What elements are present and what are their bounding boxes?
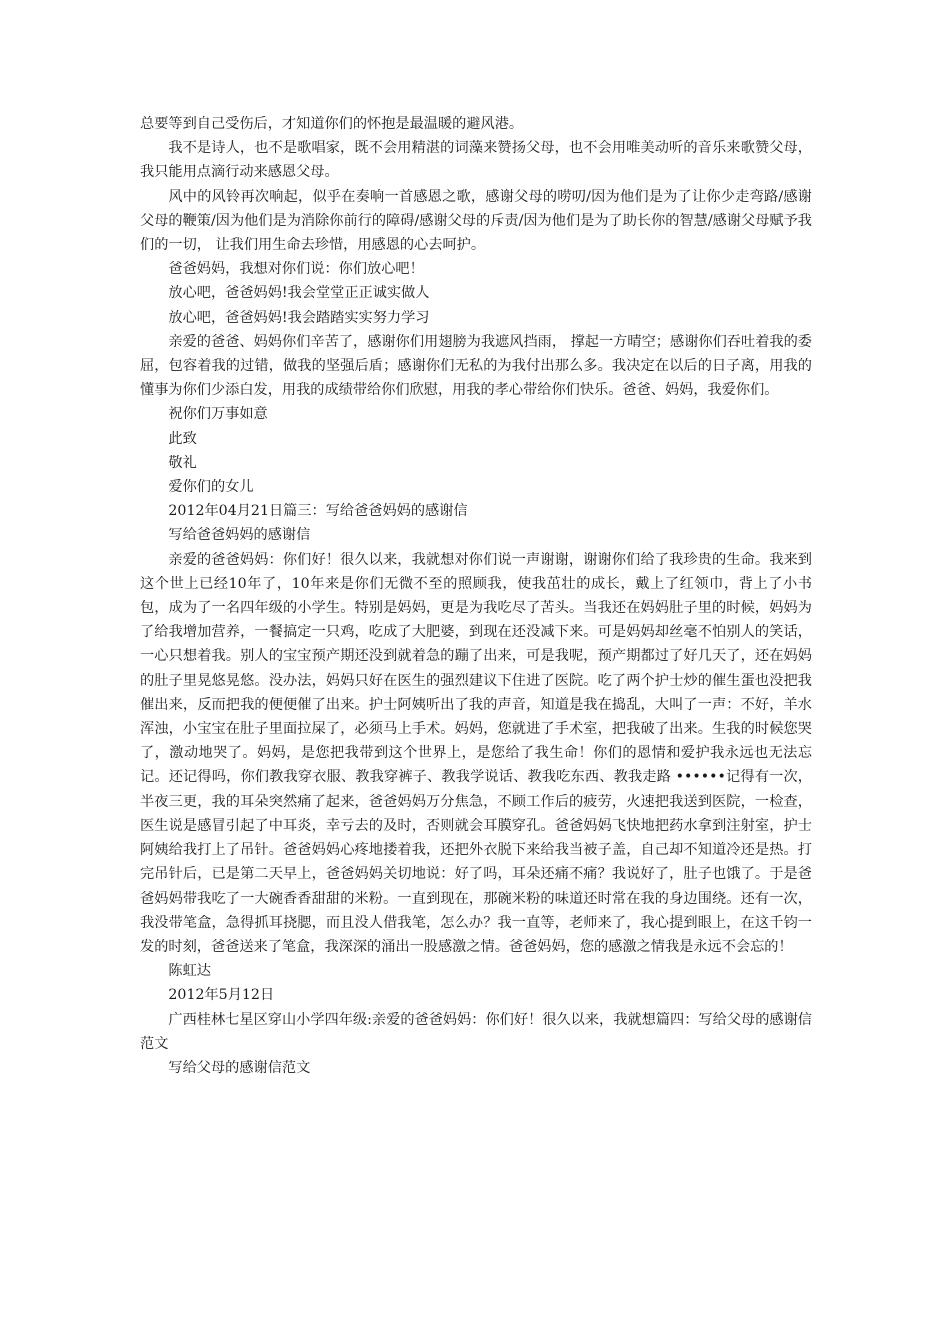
signature: 陈虹达 (168, 963, 211, 980)
closing-wish: 祝你们万事如意 (168, 406, 268, 423)
letter-title: 写给父母的感谢信范文 (168, 1059, 311, 1076)
section-heading: 广西桂林七星区穿山小学四年级:亲爱的爸爸妈妈：你们好！很久以来，我就想篇四：写给父母的感谢信范文 (140, 1011, 812, 1052)
paragraph: 我不是诗人，也不是歌唱家，既不会用精湛的词藻来赞扬父母，也不会用唯美动听的音乐来歌赞父母，我只能用点滴行动来感恩父母。 (140, 140, 812, 181)
closing-salutation: 敬礼 (168, 454, 197, 471)
paragraph: 总要等到自己受伤后，才知道你们的怀抱是最温暖的避风港。 (140, 116, 524, 132)
paragraph: 放心吧，爸爸妈妈!我会踏踏实实努力学习 (168, 309, 430, 326)
letter-title: 写给爸爸妈妈的感谢信 (168, 527, 311, 544)
section-heading: 2012年04月21日篇三：写给爸爸妈妈的感谢信 (168, 503, 468, 520)
paragraph: 爸爸妈妈，我想对你们说：你们放心吧！ (168, 261, 424, 278)
paragraph: 放心吧，爸爸妈妈!我会堂堂正正诚实做人 (168, 285, 430, 302)
date: 2012年5月12日 (168, 987, 275, 1004)
paragraph: 亲爱的爸爸、妈妈你们辛苦了，感谢你们用翅膀为我遮风挡雨， 撑起一方晴空；感谢你们吞吐着我的委屈，包容着我的过错，做我的坚强后盾；感谢你们无私的为我付出那么多。我决定在以后的日子离，用我的懂事为你们少添白发，用我的成绩带给你们欣慰，用我的孝心带给你们快乐。爸爸、妈妈，我爱你们。 (140, 333, 812, 399)
paragraph: 亲爱的爸爸妈妈：你们好！很久以来，我就想对你们说一声谢谢，谢谢你们给了我珍贵的生命。我来到这个世上已经10年了，10年来是你们无微不至的照顾我，使我茁壮的成长，戴上了红领巾，背上了小书包，成为了一名四年级的小学生。特别是妈妈，更是为我吃尽了苦头。当我还在妈妈肚子里的时候，妈妈为了给我增加营养，一餐搞定一只鸡，吃成了大肥婆，到现在还没减下来。可是妈妈却丝毫不怕别人的笑话，一心只想着我。别人的宝宝预产期还没到就着急的蹦了出来，可是我呢，预产期都过了好几天了，还在妈妈的肚子里晃悠晃悠。没办法，妈妈只好在医生的强烈建议下住进了医院。吃了两个护士炒的催生蛋也没把我催出来，反而把我的便便催了出来。护士阿姨听出了我的声音，知道是我在捣乱，大叫了一声：不好，羊水浑浊，小宝宝在肚子里面拉屎了，必须马上手术。妈妈，您就进了手术室，把我破了出来。生我的时候您哭了，激动地哭了。妈妈，是您把我带到这个世界上，是您给了我生命！你们的恩情和爱护我永远也无法忘记。还记得吗，你们教我穿衣服、教我穿裤子、教我学说话、教我吃东西、教我走路 ••••••记得有一次，半夜三更，我的耳朵突然痛了起来，爸爸妈妈万分焦急，不顾工作后的疲劳，火速把我送到医院，一检查，医生说是感冒引起了中耳炎，幸亏去的及时，否则就会耳膜穿孔。爸爸妈妈飞快地把药水拿到注射室，护士阿姨给我打上了吊针。爸爸妈妈心疼地搂着我，还把外衣脱下来给我当被子盖，自己却不知道冷还是热。打完吊针后，已是第二天早上，爸爸妈妈关切地说：好了吗，耳朵还痛不痛？我说好了，肚子也饿了。于是爸爸妈妈带我吃了一大碗香香甜甜的米粉。一直到现在，那碗米粉的味道还时常在我的身边围绕。还有一次，我没带笔盒，急得抓耳挠腮，而且没人借我笔，怎么办？我一直等，老师来了，我心提到眼上，在这千钧一发的时刻，爸爸送来了笔盒，我深深的涌出一股感激之情。爸爸妈妈，您的感激之情我是永远不会忘的！ (140, 551, 812, 955)
signature: 爱你们的女儿 (168, 479, 254, 496)
document-body (140, 112, 812, 1080)
paragraph: 风中的风铃再次响起，似乎在奏响一首感恩之歌，感谢父母的唠叨/因为他们是为了让你少走弯路/感谢父母的鞭策/因为他们是为消除你前行的障碍/感谢父母的斥责/因为他们是为了助长你的智慧/感谢父母赋予我们的一切， 让我们用生命去珍惜，用感恩的心去呵护。 (140, 188, 812, 254)
closing-salutation: 此致 (168, 430, 197, 447)
